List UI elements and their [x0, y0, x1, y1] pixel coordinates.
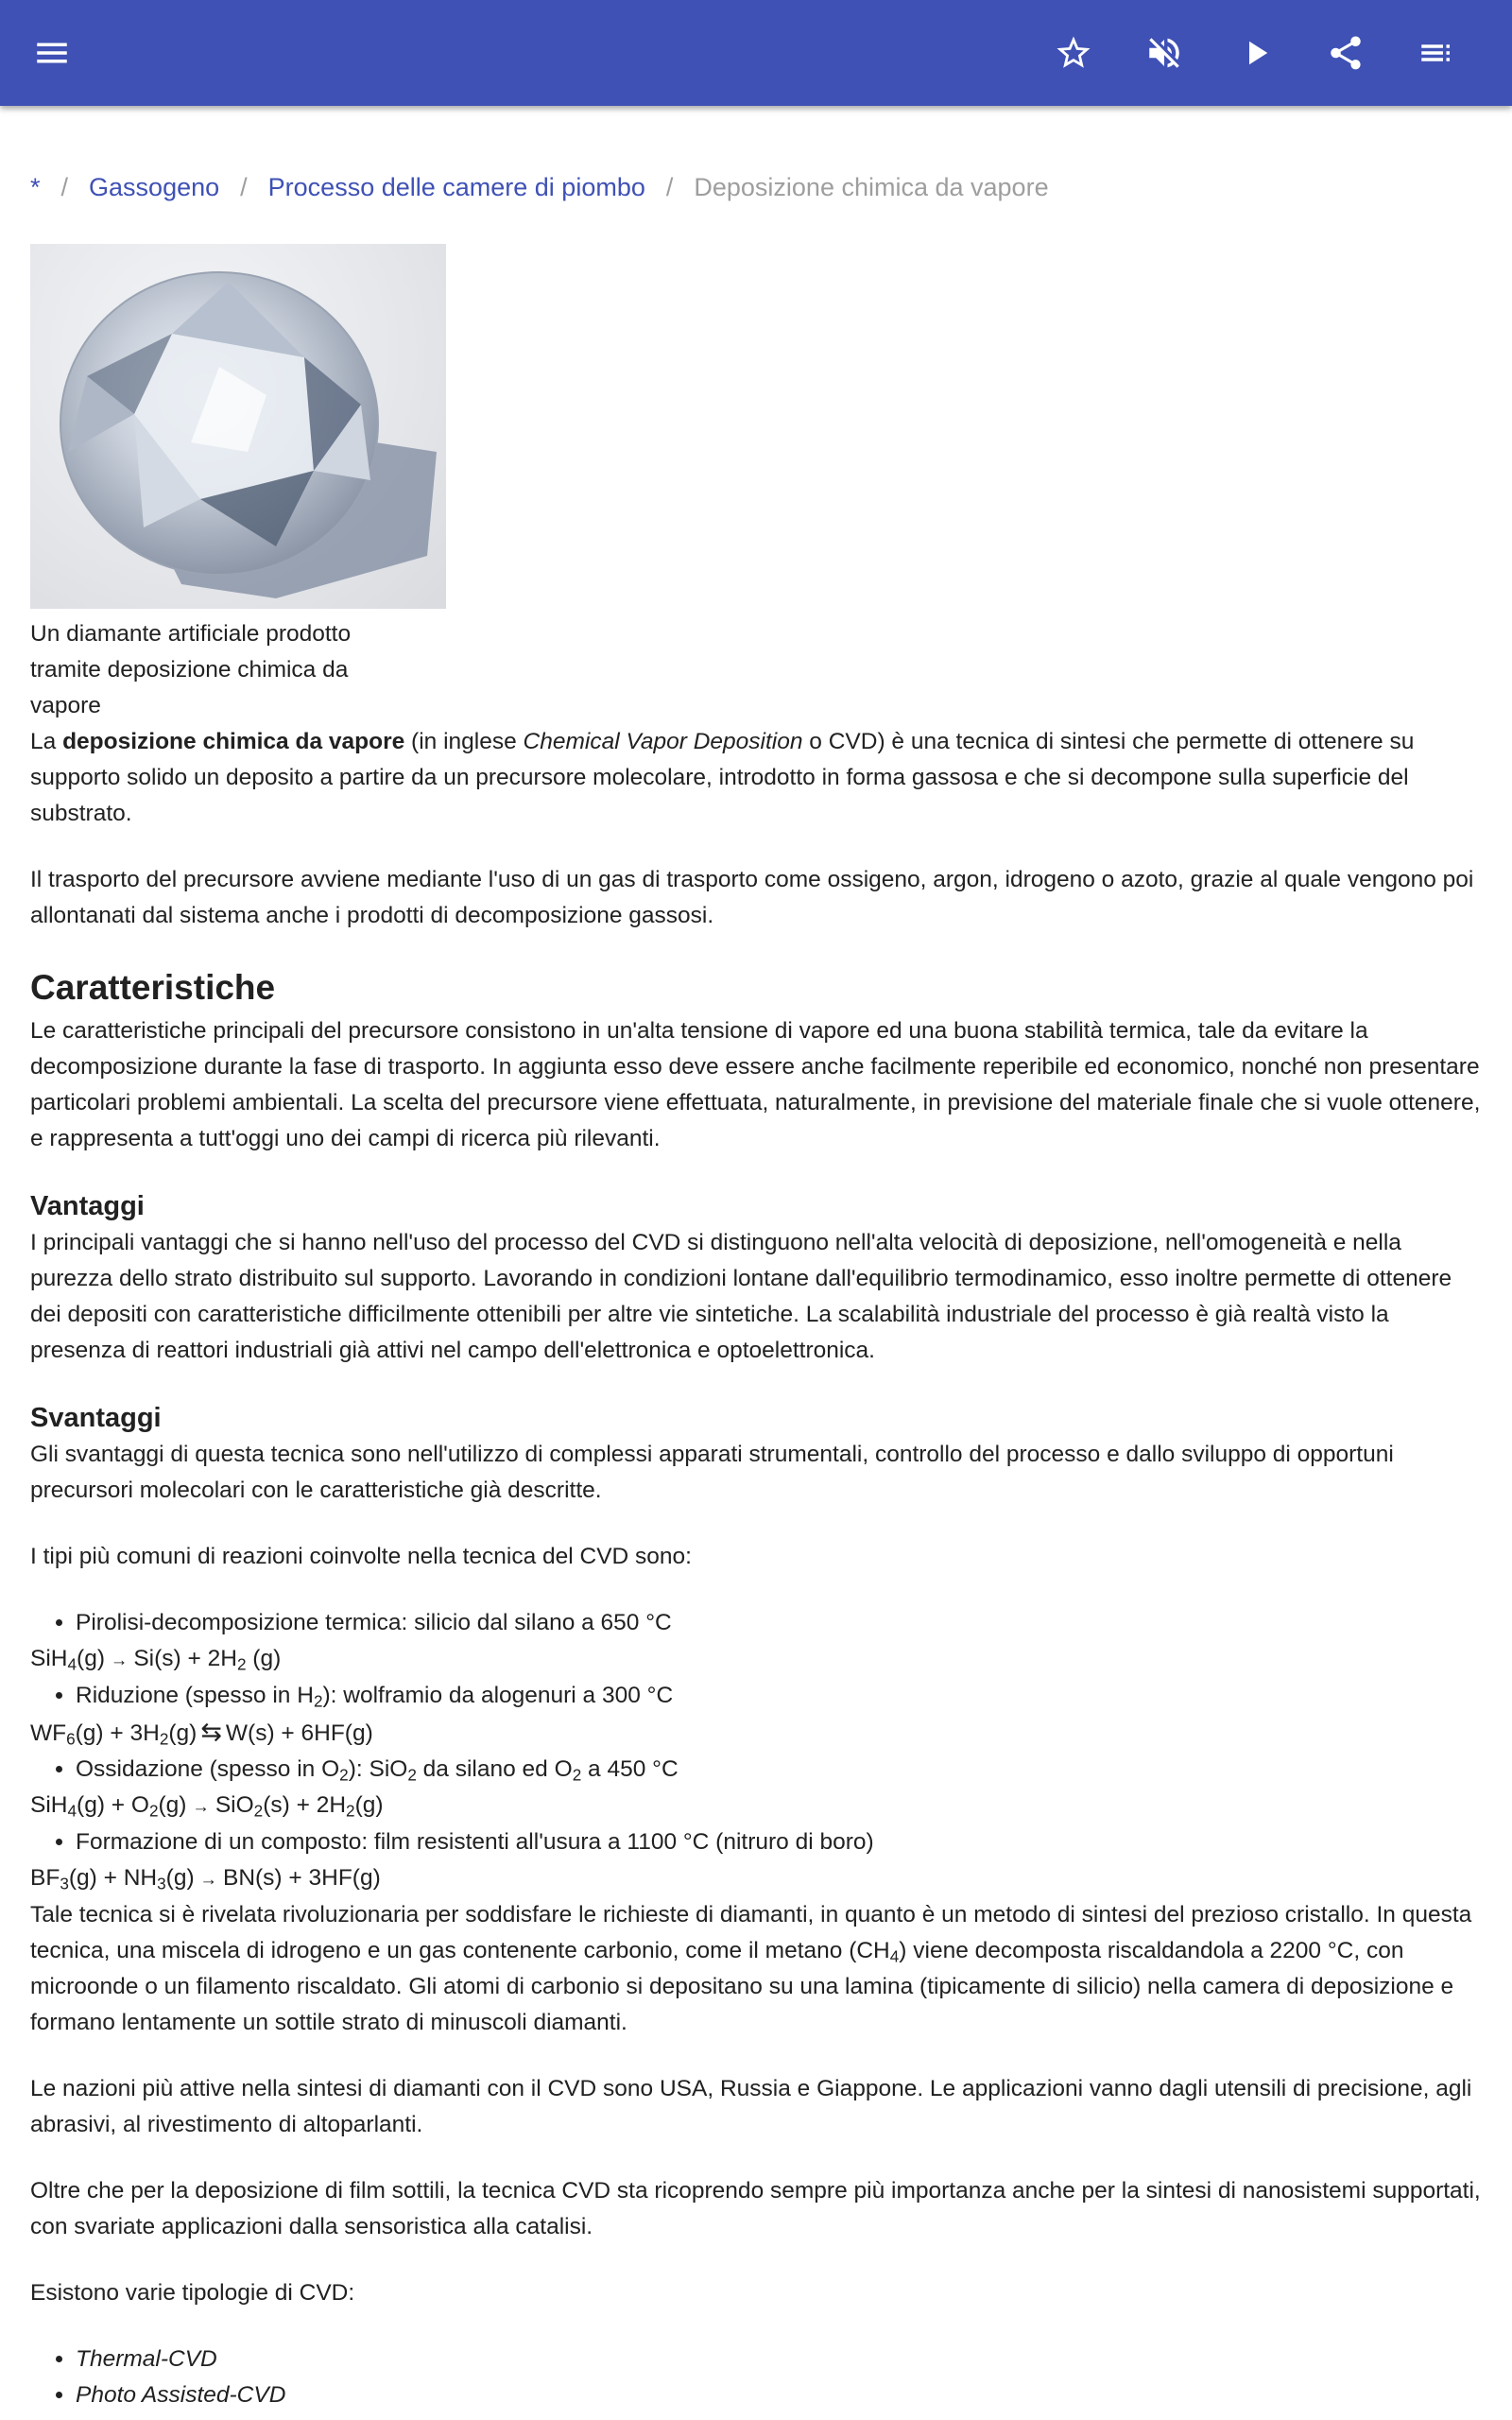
intro-paragraph: La deposizione chimica da vapore (in inglese Chemical Vapor Deposition o CVD) è una tecnica di sintesi che permette di ottenere su supporto solido un deposito a partire da un precursore molecolare, introdotto in forma gassosa e che si decompone sulla superficie del substrato. — [30, 729, 1415, 826]
app-bar — [0, 0, 1512, 106]
share-icon — [1326, 33, 1366, 73]
figure-caption: Un diamante artificiale prodotto tramite deposizione chimica da vapore — [30, 621, 352, 718]
reaction-list-1 — [30, 1605, 1486, 1641]
breadcrumb-gassogeno[interactable]: Gassogeno — [89, 172, 220, 201]
nanosistemi-paragraph: Oltre che per la deposizione di film sottili, la tecnica CVD sta ricoprendo sempre più importanza anche per la sintesi di nanosistemi supportati, con svariate applicazioni dalla sensoristica alla catalisi. — [30, 2178, 1481, 2239]
reaction-type-pirolisi: • Pirolisi-decomposizione termica: silicio dal silano a 650 °C — [76, 1605, 1486, 1641]
vantaggi-paragraph: I principali vantaggi che si hanno nell'uso del processo del CVD si distinguono nell'alta velocità di deposizione, nell'omogeneità e nella purezza dello strato distribuito sul supporto. Lavorando in condizioni lontane dall'equilibrio termodinamico, esso inoltre permette di ottenere dei depositi con caratteristiche difficilmente ottenibili per altre vie sintetiche. La scalabilità industriale del processo è già realtà visto la presenza di reattori industriali già attivi nel campo dell'elettronica e optoelettronica. — [30, 1230, 1452, 1363]
term-bold: deposizione chimica da vapore — [62, 729, 405, 754]
reaction-equation-1: $SiH_4(g) \to Si(s) + 2H_2$ (g) — [30, 1646, 282, 1674]
nazioni-paragraph: Le nazioni più attive nella sintesi di diamanti con il CVD sono USA, Russia e Giappone. Le applicazioni vanno dagli utensili di precisione, agli abrasivi, al rivestimento di altoparlanti. — [30, 2076, 1472, 2137]
play-icon — [1236, 33, 1276, 73]
mute-button[interactable] — [1138, 26, 1191, 79]
diamanti-paragraph: Tale tecnica si è rivelata rivoluzionaria per soddisfare le richieste di diamanti, in quanto è un metodo di sintesi del prezioso cristallo. In questa tecnica, una miscela di idrogeno e un gas contenente carbonio, come il metano $(CH_4)$ viene decomposta riscaldandola a 2200 °C, con microonde o un filamento riscaldato. Gli atomi di carbonio si depositano su una lamina (tipicamente di silicio) nella camera di deposizione e formano lentamente un sottile strato di minuscoli diamanti. — [30, 1902, 1472, 2035]
article-content — [30, 244, 1486, 2413]
reaction-list-2 — [30, 1678, 1486, 1714]
cvd-type-item: • Photo Assisted-CVD — [76, 2377, 1486, 2413]
diamond-image[interactable] — [30, 244, 446, 609]
bookmark-button[interactable] — [1047, 26, 1100, 79]
reaction-list-4 — [30, 1824, 1486, 1860]
play-button[interactable] — [1229, 26, 1282, 79]
svantaggi-paragraph: Gli svantaggi di questa tecnica sono nell'utilizzo di complessi apparati strumentali, controllo del processo e dallo sviluppo di opportuni precursori molecolari con le caratteristiche già descritte. — [30, 1442, 1394, 1503]
heading-vantaggi: Vantaggi — [30, 1191, 145, 1221]
reaction-equation-3: $SiH_4(g) + O_2(g) \to SiO_2(s) + 2H_2(g)$ — [30, 1792, 384, 1821]
reaction-equation-4: $BF_3(g) + NH_3(g) \to BN(s) + 3HF(g)$ — [30, 1865, 381, 1893]
breadcrumb — [30, 166, 1049, 208]
transport-paragraph: Il trasporto del precursore avviene mediante l'uso di un gas di trasporto come ossigeno, argon, idrogeno o azoto, grazie al quale vengono poi allontanati dal sistema anche i prodotti di decomposizione gassosi. — [30, 867, 1474, 928]
cvd-type-item: • Thermal-CVD — [76, 2342, 1486, 2377]
playlist-icon — [1417, 33, 1456, 73]
breadcrumb-separator: / — [665, 172, 674, 201]
star-outline-icon — [1054, 33, 1093, 73]
heading-svantaggi: Svantaggi — [30, 1403, 162, 1433]
tipologie-intro: Esistono varie tipologie di CVD: — [30, 2280, 355, 2306]
share-button[interactable] — [1319, 26, 1372, 79]
menu-icon — [32, 33, 72, 73]
breadcrumb-current: Deposizione chimica da vapore — [694, 172, 1049, 201]
reaction-type-ossidazione: • Ossidazione (spesso in $O_2$): SiO$_2$ da silano ed $O_2$ a 450 °C — [76, 1752, 1486, 1788]
breadcrumb-separator: / — [60, 172, 69, 201]
heading-caratteristiche: Caratteristiche — [30, 968, 276, 1007]
diamond-illustration — [30, 244, 446, 609]
breadcrumb-separator: / — [240, 172, 248, 201]
contents-button[interactable] — [1410, 26, 1463, 79]
article-figure — [30, 244, 446, 724]
breadcrumb-processo-camere-piombo[interactable]: Processo delle camere di piombo — [267, 172, 645, 201]
term-english: Chemical Vapor Deposition — [523, 729, 803, 754]
reaction-type-composto: • Formazione di un composto: film resistenti all'usura a 1100 °C (nitruro di boro) — [76, 1824, 1486, 1860]
volume-off-icon — [1144, 33, 1184, 73]
reaction-equation-2: $WF_6(g) + 3H_2(g)$ ⇆ W(s) + 6HF(g) — [30, 1718, 373, 1749]
reaction-list-3 — [30, 1752, 1486, 1788]
reaction-type-riduzione: • Riduzione (spesso in $H_2$): wolframio da alogenuri a 300 °C — [76, 1678, 1486, 1714]
caratteristiche-paragraph: Le caratteristiche principali del precursore consistono in un'alta tensione di vapore ed una buona stabilità termica, tale da evitare la decomposizione durante la fase di trasporto. In aggiunta esso deve essere anche facilmente reperibile ed economico, nonché non presentare particolari problemi ambientali. La scelta del precursore viene effettuata, naturalmente, in previsione del materiale finale che si vuole ottenere, e rappresenta a tutt'oggi uno dei campi di ricerca più rilevanti. — [30, 1018, 1481, 1151]
reactions-intro: I tipi più comuni di reazioni coinvolte nella tecnica del CVD sono: — [30, 1544, 692, 1569]
breadcrumb-home[interactable]: * — [30, 172, 41, 201]
menu-button[interactable] — [26, 26, 78, 79]
cvd-types-list — [30, 2342, 1486, 2413]
